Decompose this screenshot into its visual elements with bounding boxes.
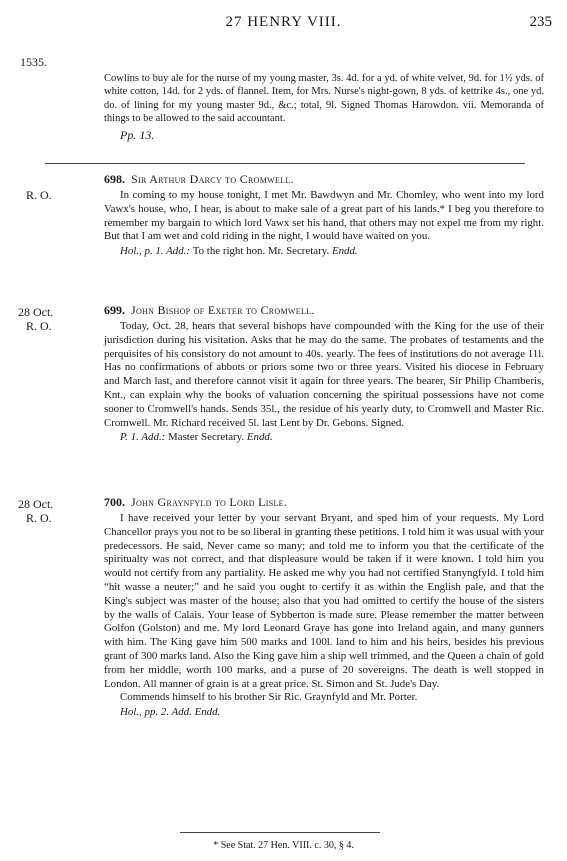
page-header [0,0,567,48]
endorse-prefix: Hol., pp. 2. [120,706,170,719]
entry-heading [104,495,544,510]
margin-note-700 [18,497,53,525]
entry-heading [104,172,544,187]
endorse-prefix: Hol., p. 1. [120,245,164,258]
footnote: * See Stat. 27 Hen. VIII. c. 30, § 4. [213,840,354,851]
margin-ref: R. O. [26,188,52,202]
section-divider [45,163,525,164]
endorse-address: Master Secretary. [168,431,245,444]
endorse-address: To the right hon. Mr. Secretary. [192,245,330,258]
endorse-endd: Endd. [246,431,273,444]
endorse-endd: Endd. [194,706,221,719]
entry-body-continued: Commends himself to his brother Sir Ric. Graynfyld and Mr. Porter. [120,691,418,704]
entry-endorsement [104,431,544,445]
endorse-add: Add.: [141,431,166,444]
margin-ref: R. O. [26,319,52,333]
entry-body: In coming to my house tonight, I met Mr. Bawdwyn and Mr. Chomley, who went into my lord Vawx's house, who, I hear, is about to make sale of a great part of his lands.* I beg you therefore to remember my bargain to which lord Vawx set his hand, that others may not expel me from my right. But that I am wet and cold riding in the night, I would have waited on you. [104,189,544,243]
entry-699 [104,303,544,445]
margin-ref: R. O. [26,511,52,525]
margin-date: 28 Oct. [18,497,54,511]
entry-title: Sir Arthur Darcy to Cromwell. [131,172,294,186]
entry-title: John Graynfyld to Lord Lisle. [131,495,288,509]
entry-700 [104,495,544,720]
year-marker: 1535. [20,55,47,69]
continuation-pages: Pp. 13. [120,128,155,143]
entry-endorsement [104,706,544,720]
entry-698 [104,172,544,259]
entry-endorsement [104,245,544,259]
endorse-add: Add.: [166,245,191,258]
footnote-divider [180,832,380,833]
running-title: 27 HENRY VIII. [225,14,342,30]
entry-body: Today, Oct. 28, hears that several bishops have compounded with the King for the use of their jurisdiction during his visitation. Asks that he may do the same. The probates of testaments and the perquisites of his consistory do not amount to 40s. yearly. The fees of institutions do not average 11l. Has no confirmations of abbots or priors some two or three years. Visited his diocese in February and March last, and therefore cannot visit it again for three years. The bearer, Sir Philip Chamberis, Knt., can explain why the books of valuation concerning the spiritual possessions have not come sooner to Cromwell's hands. Sends 35l., the residue of his yearly duty, to Cromwell and Master Ric. Cromwell. Mr. Richard received 5l. last Lent by Dr. Gebons. Signed. [104,320,544,429]
page-number: 235 [529,14,552,30]
margin-date: 28 Oct. [18,305,54,319]
entry-title: John Bishop of Exeter to Cromwell. [131,303,315,317]
endorse-add: Add. [171,706,192,719]
entry-heading [104,303,544,318]
entry-number: 700. [104,495,125,509]
endorse-prefix: P. 1. [120,431,139,444]
entry-number: 699. [104,303,125,317]
continuation-text: Cowlins to buy ale for the nurse of my young master, 3s. 4d. for a yd. of white velvet, 9d. for 1½ yds. of white cotton, 14d. for 2 yds. of flannel. Item, for Mrs. Nurse's night-gown, 8 yds. of kettrike 4s., one yd. do. of lining for my young master 9d., &c.; total, 9l. Signed Thomas Harowdon. vii. Memoranda of things to be allowed to the said accountant. [104,73,544,124]
entry-number: 698. [104,172,125,186]
entry-body: I have received your letter by your servant Bryant, and sped him of your requests. My Lord Chancellor prays you not to be so liberal in granting these petitions. I told him it was usual with your predecessors. He said, Never came so many; and told me to inform you that the certificate of the spiritualty was not correct, and that displeasure would be taken if it were known. I told him you would not certify from any partiality. He asked me why you had not certified Stanyngfyld. I told him “hit wasse a neuter;” and he said you ought to certify it as within the English pale, and that the King's subject was master of the house; also that you had omitted to certify the house of the sisters by the walls of Calais. Your lease of Sybberton is made sure. Please remember the matter between Golfon (Golston) and me. My lord Leonard Graye has gone into Ireland again, and many gunners with him. The King gave him 500 marks and 100l. land to him and his heirs, besides his previous grant of 300 marks land. Also the King gave him a ship well trimmed, and the Queen a chain of gold from her middle, worth 100 marks, and a purse of 20 sovereigns. The death is well stopped in London. All manner of grain is at a great price. St. Simon and St. Jude's Day. [104,512,544,690]
continuation-block [104,72,544,142]
endorse-endd: Endd. [331,245,358,258]
margin-note-698 [18,188,52,202]
margin-note-699 [18,305,53,333]
